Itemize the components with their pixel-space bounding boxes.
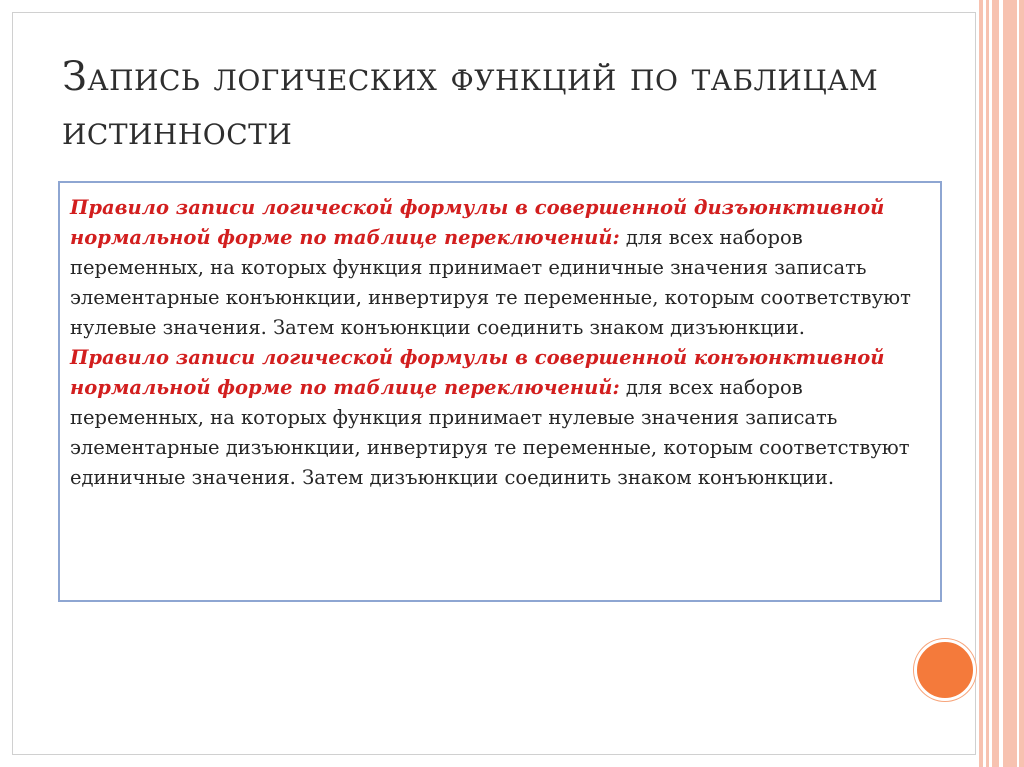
decorative-stripe — [992, 0, 999, 767]
slide-title: Запись логических функций по таблицам истинности — [62, 54, 879, 154]
decorative-stripe — [986, 0, 989, 767]
sknf-rule-heading: Правило записи логической формулы в совершенной конъюнктивной нормальной форме по таблице переключений: — [70, 346, 885, 399]
sdnf-rule-heading: Правило записи логической формулы в совершенной дизъюнктивной нормальной форме по таблице переключений: — [70, 196, 885, 249]
sknf-rule-body: для всех наборов переменных, на которых функция принимает нулевые значения записать элементарные дизъюнкции, инвертируя те переменные, которым соответствуют единичные значения. Затем дизъюнкции соединить знаком конъюнкции. — [70, 376, 910, 489]
sdnf-rule-body: для всех наборов переменных, на которых функция принимает единичные значения записать элементарные конъюнкции, инвертируя те переменные, которым соответствуют нулевые значения. Затем конъюнкции соединить знаком дизъюнкции. — [70, 226, 911, 339]
decorative-stripe — [979, 0, 983, 767]
rules-box — [58, 181, 942, 602]
decorative-stripe — [1003, 0, 1017, 767]
decorative-circle — [914, 639, 976, 701]
decorative-stripe — [1019, 0, 1024, 767]
rules-text — [70, 193, 928, 493]
